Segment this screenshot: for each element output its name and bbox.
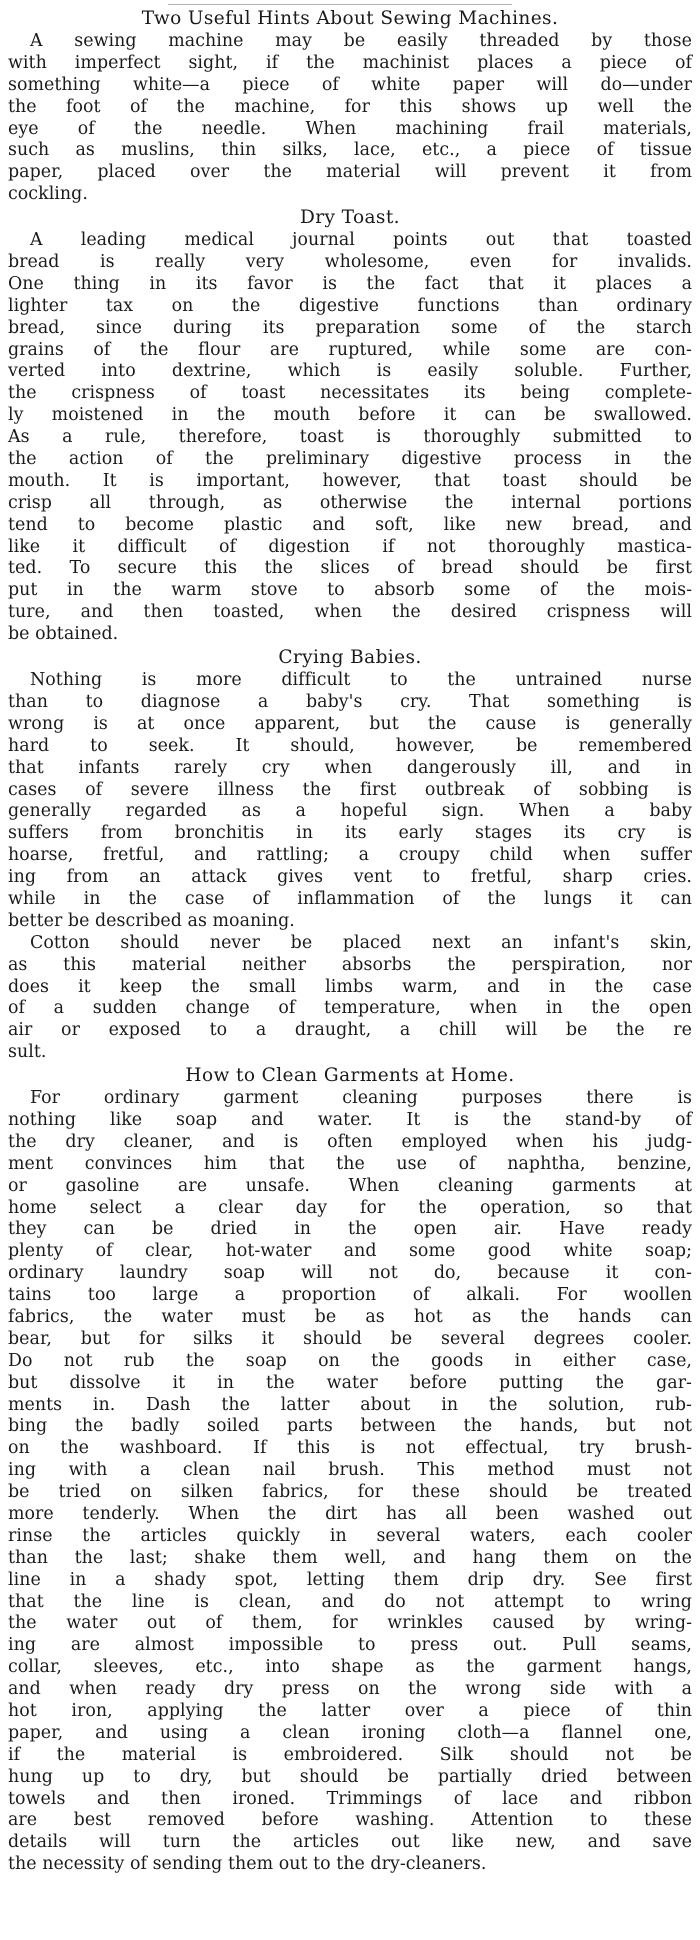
text-line: something white—a piece of white paper will do—under: [8, 74, 692, 95]
top-rule-divider: [168, 4, 512, 5]
text-line: nothing like soap and water. It is the stand-by of: [8, 1109, 692, 1130]
article: [8, 7, 692, 206]
text-line: than the last; shake them well, and hang them on the: [8, 1547, 692, 1568]
text-line: bear, but for silks it should be several degrees cooler.: [8, 1328, 692, 1349]
text-line: but dissolve it in the water before putting the gar-: [8, 1372, 692, 1393]
text-line: paper, and using a clean ironing cloth—a flannel one,: [8, 1722, 692, 1743]
text-line: be tried on silken fabrics, for these should be treated: [8, 1482, 692, 1503]
article-paragraph: [8, 31, 692, 206]
text-line: better be described as moaning.: [8, 910, 295, 931]
text-line: the necessity of sending them out to the dry-cleaners.: [8, 1854, 487, 1875]
text-line: that the line is clean, and do not attempt to wring: [8, 1591, 692, 1612]
text-line: suffers from bronchitis in its early stages its cry is: [8, 823, 692, 844]
text-line: ture, and then toasted, when the desired crispness will: [8, 602, 692, 623]
newspaper-column: [8, 0, 692, 1876]
text-line: lighter tax on the digestive functions than ordinary: [8, 295, 692, 316]
text-line: hot iron, applying the latter over a piece of thin: [8, 1701, 692, 1722]
text-line: generally regarded as a hopeful sign. When a baby: [8, 801, 692, 822]
article: [8, 646, 692, 1064]
article-heading: Crying Babies.: [278, 647, 422, 669]
text-line: ly moistened in the mouth before it can be swallowed.: [8, 405, 692, 426]
text-line: as this material neither absorbs the perspiration, nor: [8, 954, 692, 975]
text-line: sult.: [8, 1042, 47, 1063]
text-line: the crispness of toast necessitates its being complete-: [8, 383, 692, 404]
article-paragraph: [8, 1088, 692, 1876]
text-line: towels and then ironed. Trimmings of lace and ribbon: [8, 1788, 692, 1809]
text-line: hoarse, fretful, and rattling; a croupy child when suffer: [8, 845, 692, 866]
text-line: with imperfect sight, if the machinist places a piece of: [8, 52, 692, 73]
article: [8, 206, 692, 646]
text-line: collar, sleeves, etc., into shape as the garment hangs,: [8, 1657, 692, 1678]
text-line: crisp all through, as otherwise the internal portions: [8, 492, 692, 513]
text-line: bread, since during its preparation some of the starch: [8, 317, 692, 338]
text-line: eye of the needle. When machining frail materials,: [8, 118, 692, 139]
text-line: and when ready dry press on the wrong side with a: [8, 1679, 692, 1700]
text-line: home select a clear day for the operation, so that: [8, 1197, 692, 1218]
text-line: rinse the articles quickly in several waters, each cooler: [8, 1525, 692, 1546]
text-line: tend to become plastic and soft, like new bread, and: [8, 514, 692, 535]
text-line: bread is really very wholesome, even for invalids.: [8, 252, 692, 273]
text-line: bing the badly soiled parts between the hands, but not: [8, 1416, 692, 1437]
text-line: if the material is embroidered. Silk should not be: [8, 1744, 692, 1765]
text-line: while in the case of inflammation of the lungs it can: [8, 888, 692, 909]
article-paragraph: [8, 670, 692, 933]
text-line: put in the warm stove to absorb some of the mois-: [8, 580, 692, 601]
text-line: As a rule, therefore, toast is thoroughly submitted to: [8, 427, 692, 448]
text-line: hung up to dry, but should be partially dried between: [8, 1766, 692, 1787]
text-line: ing from an attack gives vent to fretful, sharp cries.: [8, 867, 692, 888]
text-line: the water out of them, for wrinkles caused by wring-: [8, 1613, 692, 1634]
text-line: plenty of clear, hot-water and some good white soap;: [8, 1241, 692, 1262]
text-line: or gasoline are unsafe. When cleaning garments at: [8, 1175, 692, 1196]
text-line: fabrics, the water must be as hot as the hands can: [8, 1306, 692, 1327]
text-line: details will turn the articles out like new, and save: [8, 1832, 692, 1853]
article-list: [8, 7, 692, 1876]
article-heading: How to Clean Garments at Home.: [185, 1065, 515, 1087]
text-line: ordinary laundry soap will not do, because it con-: [8, 1263, 692, 1284]
text-line: air or exposed to a draught, a chill will be the re: [8, 1020, 692, 1041]
article-paragraph: [8, 933, 692, 1064]
text-line: of a sudden change of temperature, when in the open: [8, 998, 692, 1019]
article-paragraph: [8, 230, 692, 646]
article-heading: Dry Toast.: [300, 207, 400, 229]
text-line: ing are almost impossible to press out. Pull seams,: [8, 1635, 692, 1656]
text-line: ted. To secure this the slices of bread should be first: [8, 558, 692, 579]
text-line: mouth. It is important, however, that toast should be: [8, 470, 692, 491]
text-line: One thing in its favor is the fact that it places a: [8, 273, 692, 294]
text-line: ing with a clean nail brush. This method must not: [8, 1460, 692, 1481]
text-line: Do not rub the soap on the goods in either case,: [8, 1350, 692, 1371]
text-line: Nothing is more difficult to the untrained nurse: [30, 670, 692, 691]
text-line: does it keep the small limbs warm, and in the case: [8, 976, 692, 997]
text-line: Cotton should never be placed next an infant's skin,: [30, 932, 692, 953]
text-line: like it difficult of digestion if not thoroughly mastica-: [8, 536, 692, 557]
text-line: the foot of the machine, for this shows up well the: [8, 96, 692, 117]
text-line: hard to seek. It should, however, be remembered: [8, 735, 692, 756]
text-line: the action of the preliminary digestive process in the: [8, 449, 692, 470]
text-line: such as muslins, thin silks, lace, etc., a piece of tissue: [8, 140, 692, 161]
text-line: For ordinary garment cleaning purposes there is: [30, 1088, 692, 1109]
text-line: cockling.: [8, 184, 88, 205]
text-line: cases of severe illness the first outbreak of sobbing is: [8, 779, 692, 800]
text-line: that infants rarely cry when dangerously ill, and in: [8, 757, 692, 778]
text-line: be obtained.: [8, 624, 119, 645]
text-line: the dry cleaner, and is often employed when his judg-: [8, 1131, 692, 1152]
article: [8, 1064, 692, 1876]
text-line: are best removed before washing. Attention to these: [8, 1810, 692, 1831]
article-heading: Two Useful Hints About Sewing Machines.: [141, 8, 559, 29]
text-line: ments in. Dash the latter about in the solution, rub-: [8, 1394, 692, 1415]
text-line: A sewing machine may be easily threaded by those: [30, 31, 692, 51]
text-line: verted into dextrine, which is easily soluble. Further,: [8, 361, 692, 382]
text-line: A leading medical journal points out that toasted: [30, 230, 692, 251]
text-line: more tenderly. When the dirt has all been washed out: [8, 1504, 692, 1524]
text-line: wrong is at once apparent, but the cause is generally: [8, 713, 692, 734]
text-line: they can be dried in the open air. Have ready: [8, 1219, 692, 1240]
text-line: on the washboard. If this is not effectual, try brush-: [8, 1438, 692, 1459]
text-line: line in a shady spot, letting them drip dry. See first: [8, 1569, 692, 1590]
text-line: grains of the flour are ruptured, while some are con-: [8, 339, 692, 360]
text-line: than to diagnose a baby's cry. That something is: [8, 691, 692, 712]
text-line: tains too large a proportion of alkali. For woollen: [8, 1285, 692, 1306]
text-line: paper, placed over the material will prevent it from: [8, 162, 692, 183]
text-line: ment convinces him that the use of naphtha, benzine,: [8, 1153, 692, 1174]
